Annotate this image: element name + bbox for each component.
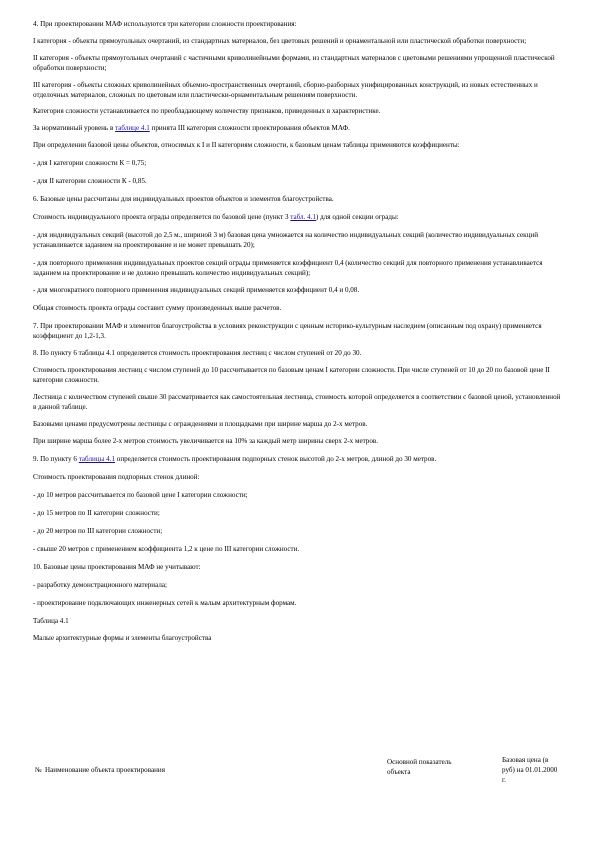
col-number: № xyxy=(35,766,42,774)
text-part: Стоимость индивидуального проекта ограды определяется по базовой цене (пункт 3 xyxy=(33,212,291,221)
stairs-width: При ширине марша более 2-х метров стоимость увеличивается на 10% за каждый метр ширины сверх 2-х метров. xyxy=(33,437,378,446)
individual-sections: - для индивидуальных секций (высотой до 2,5 м., шириной 3 м) базовая цена умножается на количество индивидуальных секций (количество индивидуальных секций устанавливается заданием на проектирование и не может превышать 20); xyxy=(33,230,538,249)
table-title: Малые архитектурные формы и элементы благоустройства xyxy=(33,634,212,643)
normative-level xyxy=(33,124,563,134)
walls-15: - до 15 метров по II категории сложности; xyxy=(33,509,160,518)
paragraph-6: 6. Базовые цены рассчитаны для индивидуальных проектов объектов и элементов благоустройства. xyxy=(33,194,334,203)
stairs-base: Базовыми ценами предусмотрены лестницы с ограждениями и площадками при ширине марша до 2-х метров. xyxy=(33,419,368,428)
text-part: принята III категория сложности проектирования объектов МАФ. xyxy=(149,124,350,133)
paragraph-8: 8. По пункту 6 таблицы 4.1 определяется стоимость проектирования лестниц с числом ступеней от 20 до 30. xyxy=(33,349,362,358)
table-4-1-link[interactable]: таблице 4.1 xyxy=(115,124,150,133)
table-caption: Таблица 4.1 xyxy=(33,616,69,625)
text-part: 9. По пункту 6 xyxy=(33,455,79,464)
stairs-cost: Стоимость проектирования лестниц с числом ступеней до 10 рассчитывается по базовым ценам I категории сложности. При числе ступеней от 10 до 20 по базовой цене II категории сложности. xyxy=(33,365,550,384)
tables-4-1-link[interactable]: таблицы 4.1 xyxy=(78,455,115,464)
col-base-price: Базовая цена (в руб) на 01.01.2000 г. xyxy=(502,756,558,784)
coefficient-1: - для I категории сложности К = 0,75; xyxy=(33,159,147,168)
multiple-repeat: - для многократного повторного применения индивидуальных секций применяется коэффициент 0,4 и 0,08. xyxy=(33,286,360,295)
excluded-demo: - разработку демонстрационного материала; xyxy=(33,580,167,589)
text-part: определяется стоимость проектирования подпорных стенок высотой до 2-х метров, длиной до 30 метров. xyxy=(115,455,437,464)
category-1: I категория - объекты прямоугольных очертаний, из стандартных материалов, без цветовых решений и орнаментальной или пластической обработки поверхности; xyxy=(33,36,527,45)
excluded-networks: - проектирование подключающих инженерных сетей к малым архитектурным формам. xyxy=(33,598,297,607)
paragraph-7: 7. При проектировании МАФ и элементов благоустройства в условиях реконструкции с ценным историко-культурным наследием (описанным под охрану) применяется коэффициент до 1,2-1,3. xyxy=(33,322,542,341)
col-object-name: Наименование объекта проектирования xyxy=(45,766,165,774)
col-indicator: Основной показатель объекта xyxy=(387,758,452,776)
walls-20: - до 20 метров по III категории сложности; xyxy=(33,527,163,535)
coefficient-2: - для II категории сложности К - 0,85. xyxy=(33,177,147,186)
walls-over-20: - свыше 20 метров с применением коэффициента 1,2 к цене по III категории сложности. xyxy=(33,544,300,553)
document-body xyxy=(33,20,563,644)
fence-total: Общая стоимость проекта ограды составит сумму произведенных выше расчетов. xyxy=(33,304,282,313)
fence-cost xyxy=(33,213,563,223)
table-4-1-short-link[interactable]: табл. 4.1 xyxy=(290,212,317,221)
text-part: ) для одной секции ограды: xyxy=(316,212,399,221)
walls-10: - до 10 метров рассчитывается по базовой цене I категории сложности; xyxy=(33,491,248,500)
repeat-sections: - для повторного применения индивидуальных проектов секций ограды применяется коэффициент 0,4 (количество секций для повторного применения устанавливается заданием на проектирование и не должно превышать количество индивидуальных секций); xyxy=(33,258,543,277)
category-3: III категория - объекты сложных криволинейных объемно-пространственных очертаний, сборно-разборных унифицированных конструкций, из новых естественных и отделочных материалов, сложных по цветовым или пластически-орнаментальным решениям поверхности. xyxy=(33,80,538,99)
paragraph-10: 10. Базовые цены проектирования МАФ не учитывают: xyxy=(33,562,201,571)
walls-cost: Стоимость проектирования подпорных стенок длиной: xyxy=(33,473,200,482)
stairs-over-30: Лестница с количеством ступеней свыше 30 рассматривается как самостоятельная лестница, стоимость которой определяется в соответствии с базовой ценой, установленной в данной таблице. xyxy=(33,392,561,411)
text-part: За нормативный уровень в xyxy=(33,124,116,133)
category-2: II категория - объекты прямоугольных очертаний с частичными криволинейными формами, из стандартных материалов с цветовыми решениями упрощенной пластической обработки поверхности; xyxy=(33,53,555,72)
paragraph-9 xyxy=(33,455,563,465)
category-rule: Категория сложности устанавливается по преобладающему количеству признаков, приведенных в характеристике. xyxy=(33,107,381,116)
paragraph-4: 4. При проектировании МАФ используются три категории сложности проектирования: xyxy=(33,20,297,28)
coefficients-intro: При определении базовой цены объектов, относимых к I и II категориям сложности, к базовым ценам таблицы применяются коэффициенты: xyxy=(33,141,460,150)
